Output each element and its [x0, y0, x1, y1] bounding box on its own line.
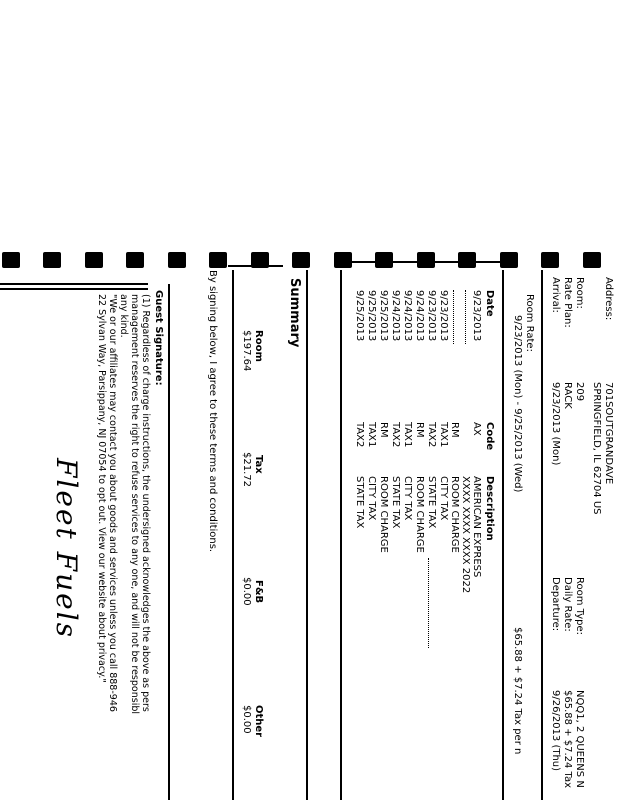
rate-plan-label: Rate Plan: — [562, 277, 573, 328]
policy-line: 22 Sylvan Way, Parsippany, NJ 07054 to opt out. View our website about privacy." — [96, 294, 107, 683]
row-description: STATE TAX — [354, 476, 365, 529]
arrival-value: 9/23/2013 (Mon) — [550, 382, 561, 466]
registration-mark — [168, 252, 186, 268]
room-rate-range: 9/23/2013 (Mon) - 9/25/2013 (Wed) — [512, 315, 523, 493]
row-description: ROOM CHARGE — [378, 476, 389, 553]
row-date: 9/25/2013 — [366, 290, 377, 342]
summary-fb-label: F&B — [253, 580, 264, 604]
row-code: TAX2 — [390, 422, 401, 448]
registration-mark — [292, 252, 310, 268]
summary-other-value: $0.00 — [241, 705, 252, 734]
room-rate-rule — [541, 270, 543, 800]
address-line2: SPRINGFIELD, IL 62704 US — [591, 382, 602, 515]
summary-bottom-rule — [232, 270, 234, 800]
registration-mark — [375, 252, 393, 268]
signature-top-rule — [168, 284, 170, 800]
col-header-code: Code — [484, 422, 495, 451]
registration-mark — [541, 252, 559, 268]
departure-value: 9/26/2013 (Thu) — [550, 690, 561, 772]
summary-other-label: Other — [253, 705, 264, 738]
row-code: TAX1 — [366, 422, 377, 448]
terms-text: By signing below, I agree to these terms and conditions. — [207, 270, 218, 553]
row-date: 9/24/2013 — [414, 290, 425, 342]
policy-line: any kind. — [118, 294, 129, 338]
row-code: RM — [449, 422, 460, 438]
registration-mark — [126, 252, 144, 268]
row-description: ROOM CHARGE — [414, 476, 425, 553]
row-description: ROOM CHARGE — [449, 476, 460, 553]
summary-left-rule — [228, 265, 283, 267]
rate-plan-value: RACK — [562, 382, 573, 409]
registration-mark — [417, 252, 435, 268]
room-label: Room: — [574, 277, 585, 309]
row-date: 9/25/2013 — [378, 290, 389, 342]
row-description: CITY TAX — [438, 476, 449, 521]
address-label: Address: — [603, 277, 614, 321]
row-description: STATE TAX — [390, 476, 401, 529]
registration-mark — [43, 252, 61, 268]
transactions-bottom-rule — [340, 270, 342, 800]
signature-left-rule-inner — [0, 288, 148, 290]
row-code: TAX2 — [426, 422, 437, 448]
registration-mark — [85, 252, 103, 268]
row-date: 9/23/2013 — [426, 290, 437, 342]
row-description: XXXX XXXX XXXX 2022 — [460, 476, 471, 594]
room-rate-label: Room Rate: — [524, 294, 535, 352]
row-code: AX — [471, 422, 482, 436]
row-code: TAX1 — [402, 422, 413, 448]
summary-top-rule — [306, 270, 308, 800]
faded-date-mark — [465, 290, 466, 344]
transactions-top-rule — [502, 270, 504, 800]
registration-mark — [583, 252, 601, 268]
room-type-label: Room Type: — [574, 577, 585, 635]
row-date: 9/23/2013 — [438, 290, 449, 342]
registration-mark — [334, 252, 352, 268]
row-description: STATE TAX — [426, 476, 437, 529]
registration-mark — [500, 252, 518, 268]
departure-label: Departure: — [550, 577, 561, 632]
address-line1: 701SOUTGRANDAVE — [603, 382, 614, 485]
daily-rate-label: Daily Rate: — [562, 577, 573, 632]
arrival-label: Arrival: — [550, 277, 561, 313]
signature-left-rule — [0, 283, 148, 285]
col-header-description: Description — [484, 476, 495, 541]
room-type-value: NQQ1, 2 QUEENS N — [574, 690, 585, 788]
summary-title: Summary — [287, 278, 302, 348]
registration-mark — [2, 252, 20, 268]
summary-room-label: Room — [253, 330, 264, 362]
policy-line: (1) Regardless of charge instructions, the undersigned acknowledges the above as pers — [140, 294, 151, 712]
row-description: AMERICAN EXPRESS — [471, 476, 482, 578]
row-code: TAX1 — [438, 422, 449, 448]
row-date: 9/24/2013 — [402, 290, 413, 342]
summary-tax-value: $21.72 — [241, 452, 252, 487]
room-rate-amount: $65.88 + $7.24 Tax per n — [512, 627, 523, 755]
summary-tax-label: Tax — [253, 455, 264, 474]
row-code: TAX2 — [354, 422, 365, 448]
row-date: 9/23/2013 — [471, 290, 482, 342]
faded-amount-mark — [428, 558, 429, 648]
registration-mark — [209, 252, 227, 268]
guest-signature-title: Guest Signature: — [153, 290, 164, 386]
row-description: CITY TAX — [402, 476, 413, 521]
registration-mark — [458, 252, 476, 268]
room-value: 209 — [574, 382, 585, 402]
daily-rate-value: $65.88 + $7.24 Tax — [562, 690, 573, 789]
policy-line: "We or our affiliates may contact you about goods and services unless you call 888-946 — [107, 294, 118, 712]
row-date: 9/25/2013 — [354, 290, 365, 342]
faded-date-mark — [453, 290, 454, 344]
summary-fb-value: $0.00 — [241, 577, 252, 606]
handwritten-signature: Fleet Fuels — [50, 458, 83, 640]
table-left-rule — [340, 261, 518, 263]
row-code: RM — [414, 422, 425, 438]
row-date: 9/24/2013 — [390, 290, 401, 342]
summary-room-value: $197.64 — [241, 330, 252, 372]
col-header-date: Date — [484, 290, 495, 317]
row-code: RM — [378, 422, 389, 438]
row-description: CITY TAX — [366, 476, 377, 521]
policy-line: management reserves the right to refuse services to any one, and will not be responsibl — [129, 294, 140, 715]
